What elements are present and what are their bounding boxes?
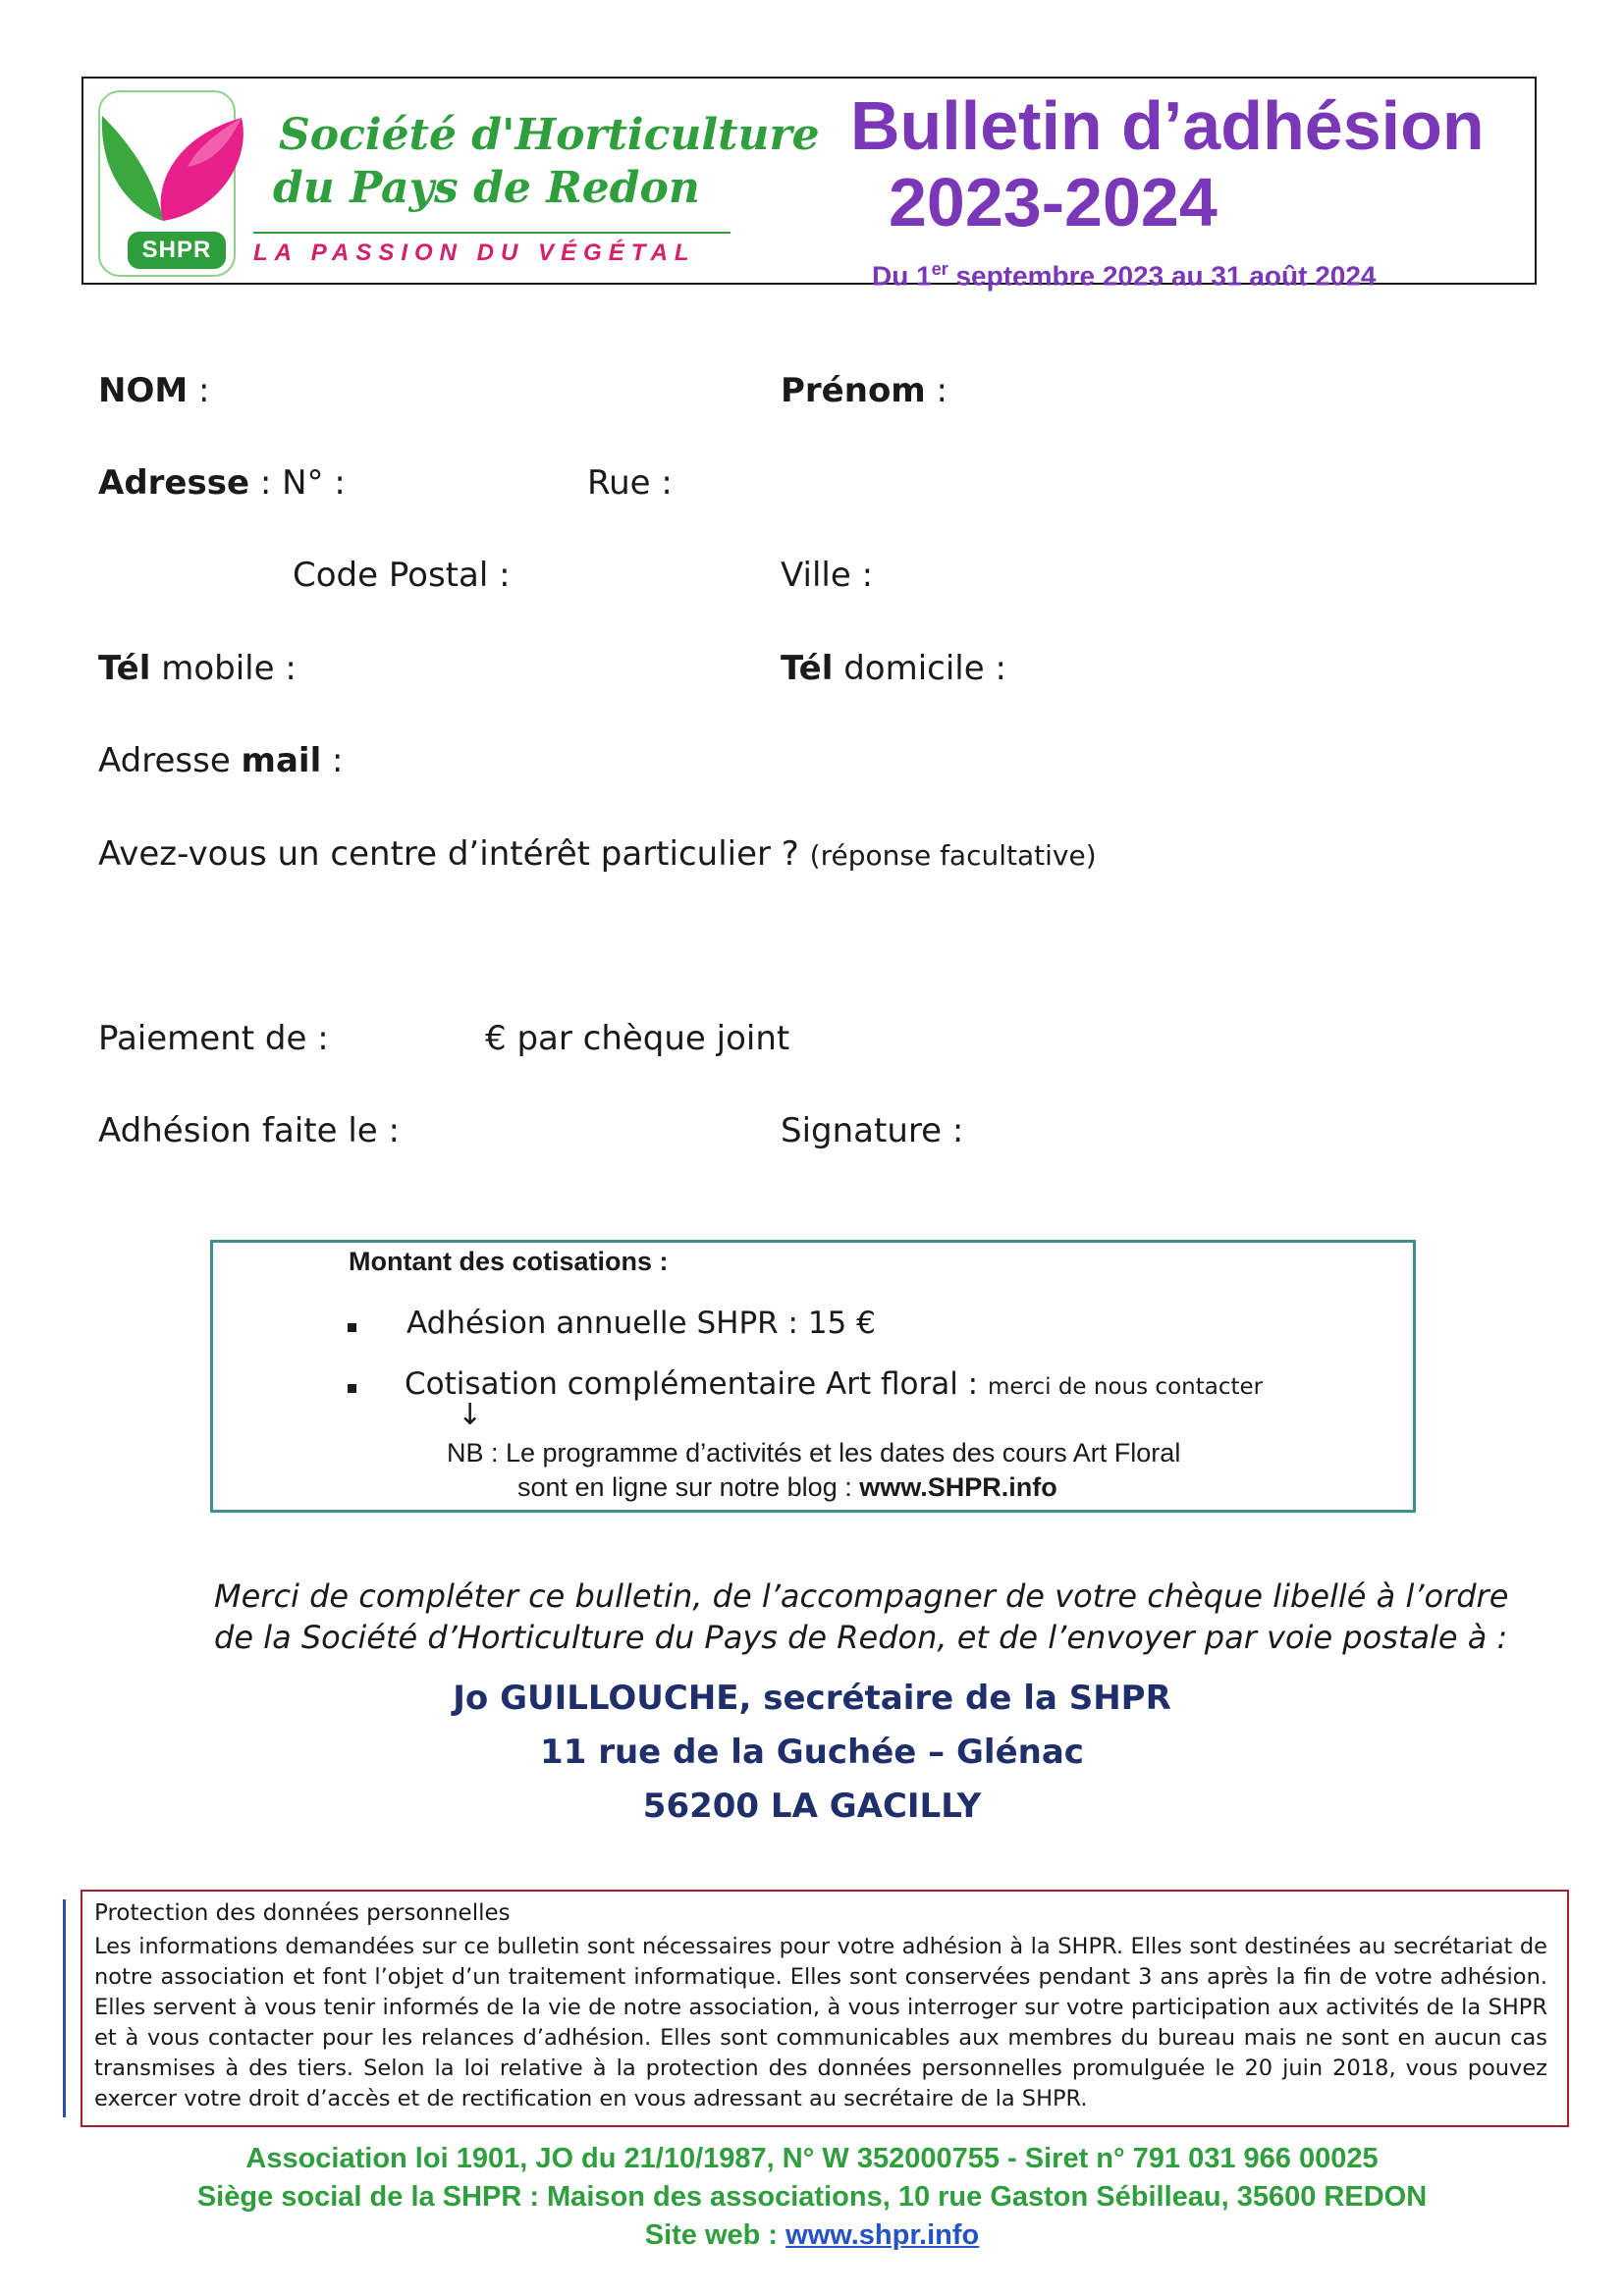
- privacy-text: Les informations demandées sur ce bulletin sont nécessaires pour votre adhésion à la SHPR. Elles sont destinées au secrétariat de notre association et font l’objet d’un traitement informatique. Elles sont conservées pendant 3 ans après la fin de votre adhésion. Elles servent à vous tenir informés de la vie de notre association, à vous interroger sur votre participation aux activités de la SHPR et à vous contacter pour les relances d’adhésion. Elles sont communicables aux membres du bureau mais ne sont en aucun cas transmises à des tiers. Selon la loi relative à la protection des données personnelles promulguée le 20 juin 2018, vous pouvez exercer votre droit d’accès et de rectification en vous adressant au secrétaire de la SHPR.: [94, 1934, 1547, 2111]
- footer-siege-social: Siège social de la SHPR : Maison des associations, 10 rue Gaston Sébilleau, 35600 REDON: [196, 2181, 1428, 2213]
- field-adresse-label: Adresse : N° :: [98, 463, 346, 503]
- logo-title-line1: Société d'Horticulture: [279, 110, 820, 160]
- cotisations-nb-line2: sont en ligne sur notre blog : www.SHPR.info: [517, 1472, 1057, 1502]
- mailing-address-street: 11 rue de la Guchée – Glénac: [540, 1733, 1084, 1772]
- field-prenom-label: Prénom :: [781, 371, 948, 410]
- privacy-side-bar: [63, 1899, 66, 2117]
- mailing-address-name: Jo GUILLOUCHE, secrétaire de la SHPR: [453, 1679, 1171, 1718]
- field-nom-label: NOM :: [98, 371, 210, 410]
- arrow-down-icon: ↓: [458, 1398, 483, 1432]
- field-interet-label: Avez-vous un centre d’intérêt particulier ? (réponse facultative): [98, 834, 1097, 874]
- privacy-title: Protection des données personnelles: [94, 1900, 511, 1926]
- bullet-icon: [348, 1323, 356, 1332]
- logo-divider: [253, 232, 731, 234]
- cotisations-title: Montant des cotisations :: [349, 1247, 669, 1276]
- cotisation-item-annual: Adhésion annuelle SHPR : 15 €: [406, 1306, 876, 1341]
- instructions-text: Merci de compléter ce bulletin, de l’accompagner de votre chèque libellé à l’ordre de la Société d’Horticulture du Pays de Redon, et de l’envoyer par voie postale à :: [214, 1577, 1509, 1656]
- website-link[interactable]: www.shpr.info: [785, 2219, 980, 2251]
- logo-tagline: LA PASSION DU VÉGÉTAL: [253, 240, 696, 266]
- footer-association-info: Association loi 1901, JO du 21/10/1987, N° W 352000755 - Siret n° 791 031 966 00025: [245, 2143, 1379, 2174]
- footer-website: Site web : www.shpr.info: [644, 2219, 980, 2251]
- logo-title-line2: du Pays de Redon: [273, 163, 700, 213]
- cotisations-nb-line1: NB : Le programme d’activités et les dates des cours Art Floral: [447, 1438, 1181, 1468]
- field-rue-label: Rue :: [587, 463, 673, 503]
- leaf-logo-icon: [94, 108, 281, 226]
- field-code-postal-label: Code Postal :: [293, 556, 511, 595]
- field-tel-mobile-label: Tél mobile :: [98, 649, 297, 688]
- membership-period: Du 1er septembre 2023 au 31 août 2024: [872, 259, 1377, 292]
- field-tel-domicile-label: Tél domicile :: [781, 649, 1006, 688]
- bullet-icon: [348, 1384, 356, 1393]
- field-ville-label: Ville :: [781, 556, 874, 595]
- field-paiement-label: Paiement de :: [98, 1019, 329, 1058]
- cotisation-item-art-floral: Cotisation complémentaire Art floral : merci de nous contacter: [405, 1366, 1264, 1402]
- form-title: Bulletin d’adhésion: [850, 87, 1485, 164]
- field-cheque-label: € par chèque joint: [485, 1019, 790, 1058]
- form-year: 2023-2024: [889, 164, 1218, 240]
- field-signature-label: Signature :: [781, 1111, 964, 1150]
- field-adhesion-date-label: Adhésion faite le :: [98, 1111, 400, 1150]
- mailing-address-city: 56200 LA GACILLY: [642, 1787, 982, 1826]
- shpr-badge: SHPR: [128, 232, 226, 269]
- field-mail-label: Adresse mail :: [98, 741, 344, 780]
